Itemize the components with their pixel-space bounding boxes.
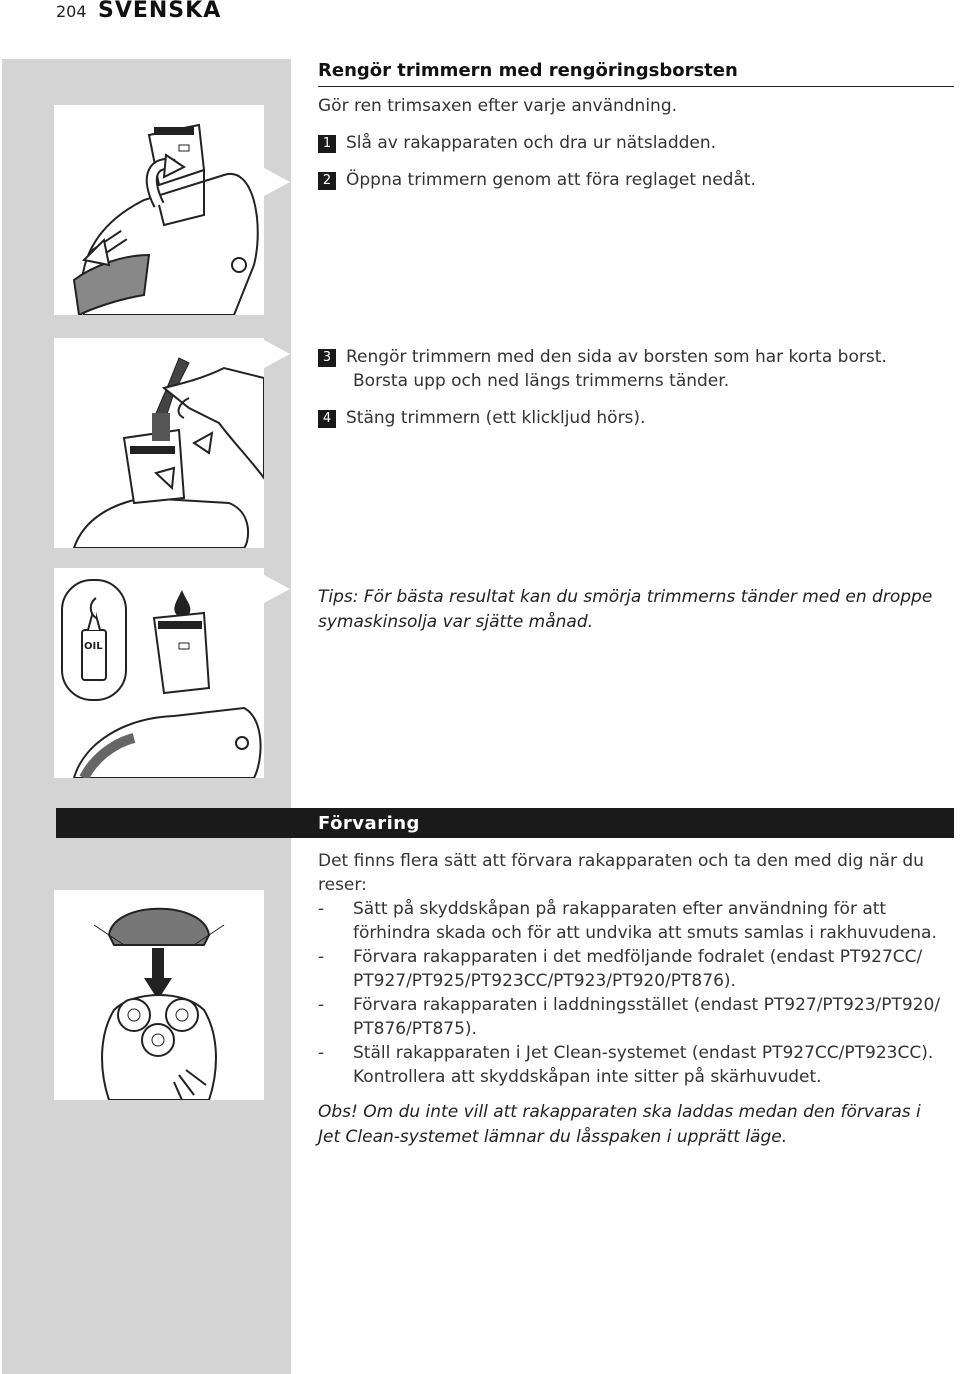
- list-item: - Sätt på skyddskåpan på rakapparaten efter användning för att förhindra skada och för att undvika att smuts samlas i rakhuvudena.: [318, 899, 937, 943]
- list-item: - Förvara rakapparaten i laddningsstället (endast PT927/PT923/PT920/ PT876/PT875).: [318, 995, 941, 1039]
- step-number: 1: [318, 135, 336, 153]
- step-text: Slå av rakapparaten och dra ur nätsladden.: [346, 133, 717, 153]
- page-number: 204: [56, 2, 87, 21]
- step-number: 3: [318, 349, 336, 367]
- divider: [318, 86, 954, 87]
- step-4: [318, 406, 645, 430]
- list-item: - Förvara rakapparaten i det medföljande fodralet (endast PT927CC/ PT927/PT925/PT923CC/PT923/PT920/PT876).: [318, 947, 923, 991]
- note-text: Obs! Om du inte vill att rakapparaten ska laddas medan den förvaras i Jet Clean-systemet lämnar du låsspaken i upprätt läge.: [318, 1102, 921, 1147]
- oil-label: OIL: [84, 641, 103, 652]
- step-text: Öppna trimmern genom att föra reglaget nedåt.: [346, 170, 756, 190]
- step-2: [318, 168, 756, 192]
- step-number: 2: [318, 172, 336, 190]
- intro-text: Gör ren trimsaxen efter varje användning.: [318, 96, 678, 116]
- pointer-triangle: [264, 340, 290, 368]
- step-1: [318, 131, 716, 155]
- step-text-continued: Borsta upp och ned längs trimmerns tänder.: [353, 371, 730, 391]
- step-3: [318, 345, 887, 393]
- section-title-cleaning: Rengör trimmern med rengöringsborsten: [318, 60, 738, 81]
- section-title-storage: Förvaring: [318, 813, 420, 834]
- tips-text: Tips: För bästa resultat kan du smörja trimmerns tänder med en droppe symaskinsolja var sjätte månad.: [318, 587, 933, 632]
- illustration-brush-trimmer: [54, 338, 264, 548]
- pointer-triangle: [264, 575, 290, 603]
- illustration-protection-cap: [54, 890, 264, 1100]
- step-text: Stäng trimmern (ett klickljud hörs).: [346, 408, 646, 428]
- storage-intro: Det finns flera sätt att förvara rakapparaten och ta den med dig när du reser:: [318, 851, 924, 895]
- storage-list: [318, 897, 954, 1089]
- section-bar-storage: [56, 808, 954, 838]
- illustration-oil-trimmer: [54, 568, 264, 778]
- step-number: 4: [318, 410, 336, 428]
- step-text: Rengör trimmern med den sida av borsten som har korta borst.: [346, 347, 887, 367]
- language-heading: SVENSKA: [98, 0, 222, 23]
- pointer-triangle: [264, 168, 290, 196]
- illustration-open-trimmer: [54, 105, 264, 315]
- list-item: - Ställ rakapparaten i Jet Clean-systemet (endast PT927CC/PT923CC). Kontrollera att skyddskåpan inte sitter på skärhuvudet.: [318, 1043, 934, 1087]
